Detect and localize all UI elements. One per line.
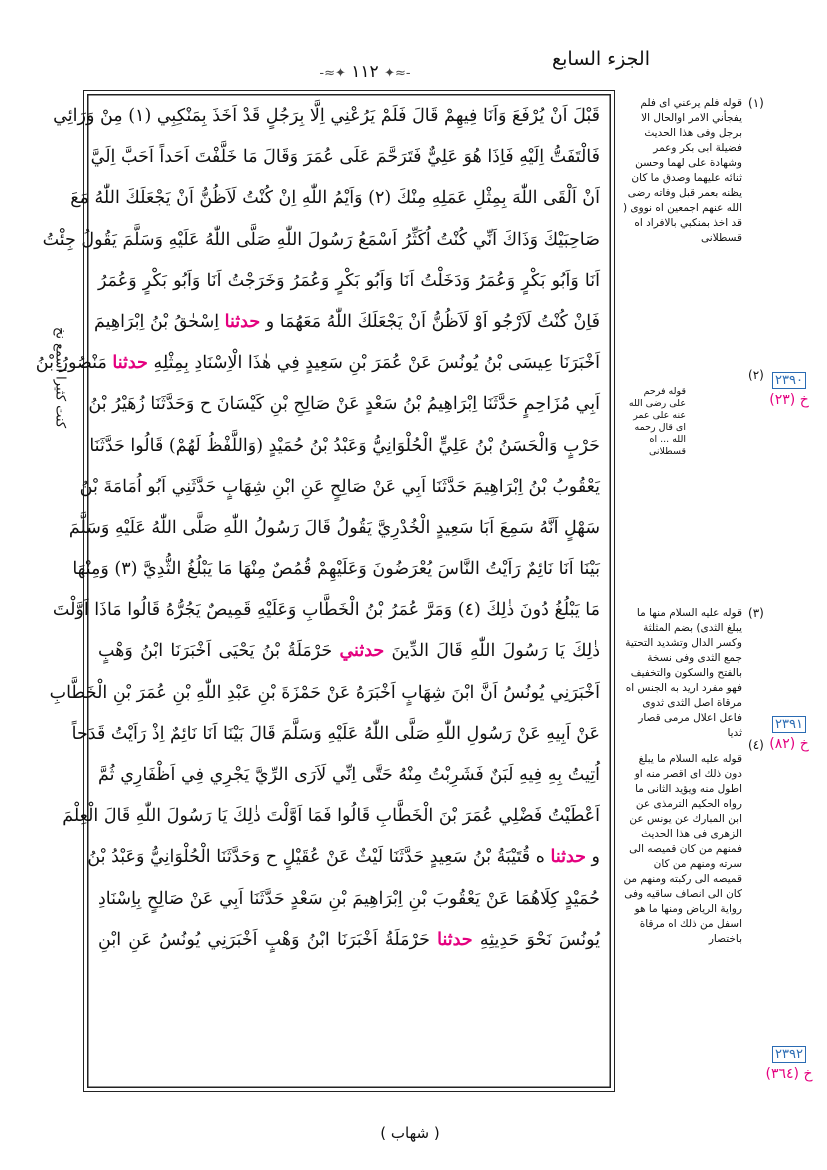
note-1: قوله فلم يرعني اى فلم يفجأني الامر اوالحال الا برجل وفى هذا الحديث فضيلة ابى بكر وعمر وشهادة على لهما وحسن ثنائه عليهما وصدق ما كان يظنه بعمر قبل وفاته رضى الله عنهم اجمعين اه نووى ( قد اخذ بمنكبي بالافراد اه قسطلانى xyxy=(622,97,742,244)
text-line: اَنَا وَاَبُو بَكْرٍ وَعُمَرُ وَدَخَلْتُ اَنَا وَاَبُو بَكْرٍ وَعُمَرُ وَخَرَجْتُ اَنَا وَاَبُو بَكْرٍ وَعُمَرُ xyxy=(98,270,600,291)
hadith-ref: خ (٣٦٤) xyxy=(765,1066,813,1082)
text-line: يَعْقُوبُ بْنُ اِبْرَاهِيمَ حَدَّثَنَا اَبِي عَنْ صَالِحٍ عَنِ ابْنِ شِهَابٍ حَدَّثَنِي اَبُو اُمَامَةَ بْنُ xyxy=(79,476,600,497)
hadith-ref: خ (٢٣) xyxy=(769,392,809,408)
text-line: حَرْبٍ وَالْحَسَنُ بْنُ عَلِيٍّ الْحُلْوَانِيُّ وَعَبْدُ بْنُ حُمَيْدٍ (وَاللَّفْظُ لَهُمْ) قَالُوا حَدَّثَنَا xyxy=(89,435,600,456)
narration-keyword: حدثني xyxy=(339,641,385,662)
text-line: اَعْطَيْتُ فَضْلِي عُمَرَ بْنَ الْخَطَّابِ قَالُوا فَمَا اَوَّلْتَ ذٰلِكَ يَا رَسُولَ اللّٰهِ قَالَ الْعِلْمَ xyxy=(62,806,600,827)
left-margin-note: كنت كثيرا اسمع نخ xyxy=(52,326,68,429)
text-line: عَنْ اَبِيهِ عَنْ رَسُولِ اللّٰهِ صَلَّى اللّٰهُ عَلَيْهِ وَسَلَّمَ قَالَ بَيْنَا اَنَا نَائِمٌ اِذْ رَاَيْتُ قَدَحاً xyxy=(71,723,600,744)
narration-keyword: حدثنا xyxy=(224,311,261,332)
note-2: قوله فرحم على رضى الله عنه على عمر اى قال رحمه الله ... اه قسطلانى xyxy=(628,386,686,457)
note-number-4: (٤) xyxy=(748,738,764,752)
hadith-number-value: ٢٣٩٢ xyxy=(772,1046,806,1063)
text-line: سَهْلٍ اَنَّهُ سَمِعَ اَبَا سَعِيدٍ الْخُدْرِيَّ يَقُولُ قَالَ رَسُولُ اللّٰهِ صَلَّى اللّٰهُ عَلَيْهِ وَسَلَّمَ xyxy=(68,517,600,538)
text-line: مَا يَبْلُغُ دُونَ ذٰلِكَ (٤) وَمَرَّ عُمَرُ بْنُ الْخَطَّابِ وَعَلَيْهِ قَمِيصٌ يَجُرُّهُ قَالُوا مَاذَا اَوَّلْتَ xyxy=(52,600,600,621)
text-line: اَخْبَرَنَا عِيسَى بْنُ يُونُسَ عَنْ عُمَرَ بْنِ سَعِيدٍ فِي هٰذَا الْاِسْنَادِ بِمِثْلِهِ حدثنا مَنْصُورُ بْنُ xyxy=(35,353,600,374)
catchword: ( شهاب ) xyxy=(380,1124,440,1142)
text-line: و حدثنا ه قُتَيْبَةُ بْنُ سَعِيدٍ حَدَّثَنَا لَيْثٌ عَنْ عُقَيْلٍ ح وَحَدَّثَنَا الْحُلْوَانِيُّ وَعَبْدُ بْنُ xyxy=(87,847,600,868)
note-4: قوله عليه السلام ما يبلغ دون ذلك اى اقصر منه او اطول منه ويؤيد الثانى ما رواه الحكيم الترمذى عن ابن المبارك عن يونس عن الزهرى فى هذا الحديث فمنهم من كان قميصه الى سرته ومنهم من كان قميصه الى ركبته ومنهم من كان الى انصاف ساقيه وفى رواية الرياض ومنها ما هو اسفل من ذلك اه مرقاة باختصار xyxy=(623,753,742,945)
page-number xyxy=(300,62,430,82)
hadith-number-value: ٢٣٩٠ xyxy=(772,372,806,389)
text-line: اُتِيتُ بِهِ فِيهِ لَبَنٌ فَشَرِبْتُ مِنْهُ حَتَّى اِنِّي لَاَرَى الرِّيَّ يَجْرِي فِي اَظْفَارِي ثُمَّ xyxy=(98,765,600,785)
text-line: ذٰلِكَ يَا رَسُولَ اللّٰهِ قَالَ الدِّينَ حدثني حَرْمَلَةُ بْنُ يَحْيَى اَخْبَرَنَا ابْنُ وَهْبٍ xyxy=(98,641,600,662)
text-line: حُمَيْدٍ كِلَاهُمَا عَنْ يَعْقُوبَ بْنِ اِبْرَاهِيمَ بْنِ سَعْدٍ حَدَّثَنَا اَبِي عَنْ صَالِحٍ بِاِسْنَادِ xyxy=(98,888,600,909)
note-number-2: (٢) xyxy=(748,368,764,382)
ornament-right: ✦≈- xyxy=(384,66,411,81)
hadith-number-2390 xyxy=(760,372,818,408)
narration-keyword: حدثنا xyxy=(437,929,473,950)
hadith-number-2391 xyxy=(760,716,818,752)
note-number-3: (٣) xyxy=(748,606,764,620)
hadith-ref: خ (٨٢) xyxy=(769,736,809,752)
note-3: قوله عليه السلام منها ما يبلغ الثدى) بضم المثلثة وكسر الدال وتشديد التحتية جمع الثدى وفى نسخة بالفتح والسكون والتخفيف فهو مفرد اريد به الجنس اه مرقاة اصل الثدى ثدوى فاعل اعلال مرمى قصار ثديا xyxy=(625,607,742,739)
text-line: اَبِي مُزَاحِمٍ حَدَّثَنَا اِبْرَاهِيمُ بْنُ سَعْدٍ عَنْ صَالِحِ بْنِ كَيْسَانَ ح وَحَدَّثَنَا زُهَيْرُ بْنُ xyxy=(88,394,600,415)
text-line: يُونُسَ نَحْوَ حَدِيثِهِ حدثنا حَرْمَلَةُ اَخْبَرَنَا ابْنُ وَهْبٍ اَخْبَرَنِي يُونُسُ عَنِ ابْنِ xyxy=(98,929,600,950)
text-line: بَيْنَا اَنَا نَائِمٌ رَاَيْتُ النَّاسَ يُعْرَضُونَ وَعَلَيْهِمْ قُمُصٌ مِنْهَا مَا يَبْلُغُ الثُّدِيَّ (٣) وَمِنْهَا xyxy=(72,559,600,580)
narration-keyword: حدثنا xyxy=(112,353,148,374)
text-line: اَنْ اَلْقَى اللّٰهَ بِمِثْلِ عَمَلِهِ مِنْكَ (٢) وَاَيْمُ اللّٰهِ اِنْ كُنْتُ لَاَظُنُّ اَنْ يَجْعَلَكَ اللّٰهُ مَعَ xyxy=(70,188,600,209)
part-title: الجزء السابع xyxy=(552,48,650,70)
text-line: قَبْلَ اَنْ يُرْفَعَ وَاَنَا فِيهِمْ قَالَ فَلَمْ يَرُعْنِي اِلَّا بِرَجُلٍ قَدْ اَخَذَ بِمَنْكِبِي (١) مِنْ وَرَائِي xyxy=(53,106,600,126)
narration-keyword: حدثنا xyxy=(550,847,586,868)
ornament-left: -≈✦ xyxy=(319,66,346,81)
text-line: فَالْتَفَتُّ اِلَيْهِ فَاِذَا هُوَ عَلِيٌّ فَتَرَحَّمَ عَلَى عُمَرَ وَقَالَ مَا خَلَّفْتَ اَحَداً اَحَبَّ اِلَيَّ xyxy=(90,147,600,168)
hadith-number-2392 xyxy=(760,1046,818,1082)
note-number-1: (١) xyxy=(748,96,764,110)
text-line: اَخْبَرَنِي يُونُسُ اَنَّ ابْنَ شِهَابٍ اَخْبَرَهُ عَنْ حَمْزَةَ بْنِ عَبْدِ اللّٰهِ بْنِ عُمَرَ بْنِ الْخَطَّابِ xyxy=(49,682,600,703)
text-line: صَاحِبَيْكَ وَذَاكَ اَنِّي كُنْتُ اُكَثِّرُ اَسْمَعُ رَسُولَ اللّٰهِ صَلَّى اللّٰهُ عَلَيْهِ وَسَلَّمَ يَقُولُ جِئْتُ xyxy=(42,229,600,250)
hadith-number-value: ٢٣٩١ xyxy=(772,716,806,733)
text-line: فَاِنْ كُنْتُ لَاَرْجُو اَوْ لَاَظُنُّ اَنْ يَجْعَلَكَ اللّٰهُ مَعَهُمَا و حدثنا اِسْحٰقُ بْنُ اِبْرَاهِيمَ xyxy=(93,311,600,332)
page-number-value: ١١٢ xyxy=(351,62,379,82)
